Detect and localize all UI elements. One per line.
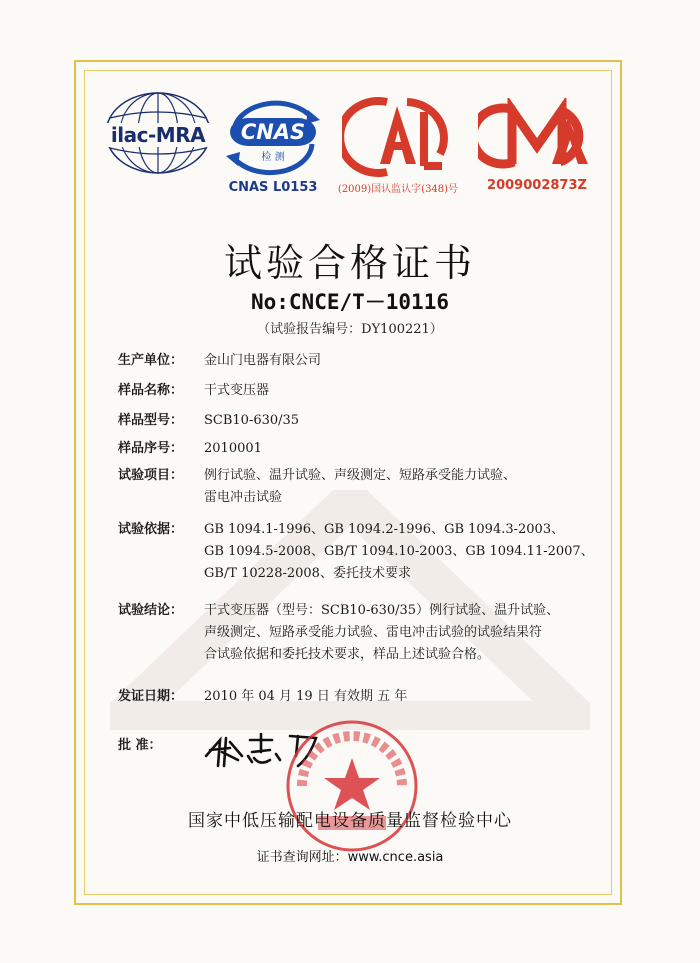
- field-label: 试验依据：: [118, 522, 184, 537]
- cnas-badge: CNAS: [230, 118, 316, 146]
- cma-logo: [478, 98, 596, 198]
- field-value: 干式变压器: [204, 383, 270, 398]
- certificate-title: 试验合格证书: [223, 241, 476, 285]
- cma-code: 2009002873Z: [487, 178, 587, 193]
- cma-mark-icon: [478, 98, 596, 174]
- issuing-center-name: 国家中低压输配电设备质量监督检验中心: [188, 811, 512, 831]
- field-label: 生产单位：: [118, 353, 184, 368]
- report-number: （试验报告编号：DY100221）: [257, 322, 443, 337]
- field-label: 试验项目：: [118, 468, 184, 483]
- field-value: 2010 年 04 月 19 日 有效期 五 年: [204, 689, 408, 704]
- ilac-mra-logo: [102, 88, 214, 178]
- field-label: 样品序号：: [118, 441, 184, 456]
- cal-code: (2009)国认监认字(348)号: [337, 184, 459, 195]
- field-value: 2010001: [204, 441, 262, 456]
- approval-label: 批 准：: [118, 738, 162, 753]
- certificate-number: No:CNCE/T－10116: [250, 290, 449, 314]
- ilac-logo-text: ilac-MRA: [102, 123, 214, 147]
- field-label: 样品型号：: [118, 413, 184, 428]
- cal-mark-icon: [342, 92, 452, 180]
- field-value: 干式变压器（型号：SCB10-630/35）例行试验、温升试验、 声级测定、短路承受能力试验、雷电冲击试验的试验结果符 合试验依据和委托技术要求，样品上述试验合格。: [204, 603, 560, 662]
- query-website: 证书查询网址：www.cnce.asia: [256, 850, 444, 865]
- field-label: 试验结论：: [118, 603, 184, 618]
- field-label: 发证日期：: [118, 689, 184, 704]
- cnas-subtitle: 检 测: [261, 152, 285, 163]
- field-value: 例行试验、温升试验、声级测定、短路承受能力试验、 雷电冲击试验: [204, 468, 517, 505]
- field-value: SCB10-630/35: [204, 413, 300, 428]
- field-value: 金山门电器有限公司: [204, 353, 322, 368]
- cnas-code: CNAS L0153: [228, 180, 318, 195]
- cnas-logo: [222, 100, 324, 194]
- cal-logo: [337, 92, 459, 204]
- field-value: GB 1094.1-1996、GB 1094.2-1996、GB 1094.3-2003、 GB 1094.5-2008、GB/T 1094.10-2003、GB 1094.11-2007、 GB/T 10228-2008、委托技术要求: [204, 522, 594, 581]
- official-seal: [282, 716, 422, 856]
- field-label: 样品名称：: [118, 383, 184, 398]
